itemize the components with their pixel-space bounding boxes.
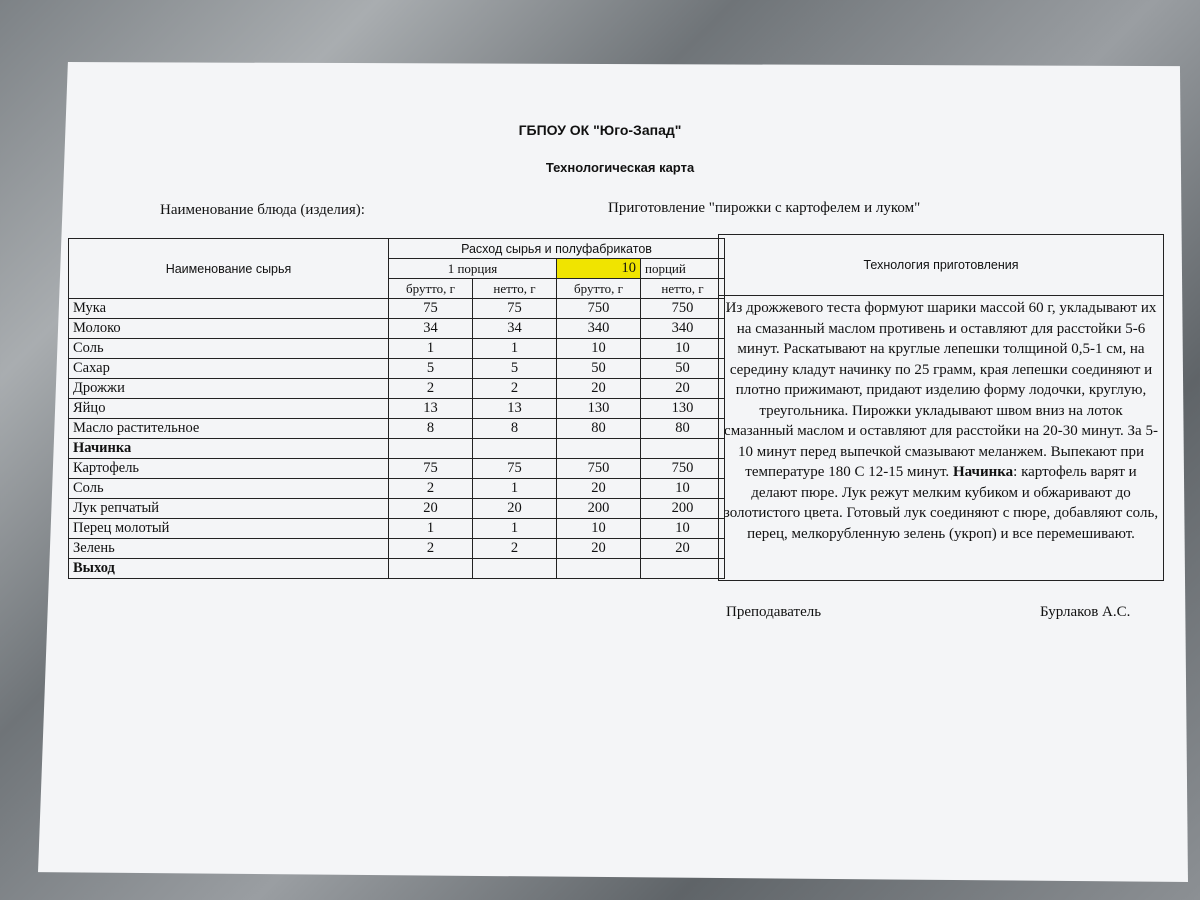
table-row bbox=[69, 499, 725, 519]
netto-10-value: 10 bbox=[641, 479, 725, 499]
brutto-10-value: 130 bbox=[557, 399, 641, 419]
ingredient-name: Лук репчатый bbox=[69, 499, 389, 519]
ingredients-body bbox=[69, 299, 725, 579]
netto-1-value: 1 bbox=[473, 519, 557, 539]
teacher-label: Преподаватель bbox=[726, 604, 822, 620]
netto-1-value bbox=[473, 439, 557, 459]
netto-10-value: 750 bbox=[641, 299, 725, 319]
brutto-1-value: 2 bbox=[389, 379, 473, 399]
netto-10-value: 340 bbox=[641, 319, 725, 339]
brutto-10-value: 50 bbox=[557, 359, 641, 379]
brutto-1-value: 75 bbox=[389, 299, 473, 319]
netto-1-value: 5 bbox=[473, 359, 557, 379]
brutto-1-value: 34 bbox=[389, 319, 473, 339]
organization-name: ГБПОУ ОК "Юго-Запад" bbox=[518, 122, 682, 138]
netto-1-value: 20 bbox=[473, 499, 557, 519]
dish-name: Приготовление "пирожки с картофелем и луком" bbox=[608, 200, 921, 216]
filling-label: Начинка bbox=[952, 464, 1014, 480]
teacher-name: Бурлаков А.С. bbox=[1040, 604, 1131, 620]
col-consumption-header: Расход сырья и полуфабрикатов bbox=[389, 239, 725, 259]
table-row bbox=[69, 439, 725, 459]
netto-10-header: нетто, г bbox=[641, 279, 725, 299]
brutto-10-value: 340 bbox=[557, 319, 641, 339]
brutto-1-value: 8 bbox=[389, 419, 473, 439]
netto-1-value: 34 bbox=[473, 319, 557, 339]
netto-10-value bbox=[641, 559, 725, 579]
ingredient-name: Картофель bbox=[69, 459, 389, 479]
brutto-10-value: 200 bbox=[557, 499, 641, 519]
netto-10-value: 750 bbox=[641, 459, 725, 479]
brutto-10-value: 10 bbox=[557, 519, 641, 539]
document-title: Технологическая карта bbox=[545, 160, 695, 175]
brutto-1-value: 5 bbox=[389, 359, 473, 379]
netto-10-value: 20 bbox=[641, 379, 725, 399]
table-row bbox=[69, 379, 725, 399]
brutto-1-header: брутто, г bbox=[389, 279, 473, 299]
netto-1-value: 13 bbox=[473, 399, 557, 419]
ingredient-name: Зелень bbox=[69, 539, 389, 559]
ingredient-name: Мука bbox=[69, 299, 389, 319]
ingredient-name: Дрожжи bbox=[69, 379, 389, 399]
ingredient-name: Начинка bbox=[69, 439, 389, 459]
ingredients-table bbox=[68, 238, 725, 579]
brutto-10-value: 20 bbox=[557, 379, 641, 399]
netto-10-value: 50 bbox=[641, 359, 725, 379]
brutto-1-value bbox=[389, 559, 473, 579]
brutto-10-value: 80 bbox=[557, 419, 641, 439]
technology-main-text: Из дрожжевого теста формуют шарики массой 60 г, укладывают их на смазанный маслом противень и оставляют для расстойки 5-6 минут. Раскатывают на круглые лепешки толщиной 0,5-1 см, на середину кладут начинку по 25 грамм, края лепешки соединяют и плотно прижимают, придают изделию форму лодочки, круглую, треугольника. Пирожки укладывают швом вниз на лоток смазанный маслом и оставляют для расстойки на 20-30 минут. За 5-10 минут перед выпечкой смазывают меланжем. Выпекают при температуре 180 С 12-15 минут. bbox=[724, 300, 1158, 480]
netto-1-value: 8 bbox=[473, 419, 557, 439]
brutto-1-value bbox=[389, 439, 473, 459]
netto-1-value bbox=[473, 559, 557, 579]
brutto-10-value: 10 bbox=[557, 339, 641, 359]
portion-n-header: порций bbox=[641, 259, 725, 279]
netto-10-value: 80 bbox=[641, 419, 725, 439]
technology-header: Технология приготовления bbox=[719, 235, 1163, 296]
technology-text bbox=[719, 296, 1163, 546]
ingredient-name: Яйцо bbox=[69, 399, 389, 419]
ingredient-name: Масло растительное bbox=[69, 419, 389, 439]
netto-10-value: 20 bbox=[641, 539, 725, 559]
netto-1-header: нетто, г bbox=[473, 279, 557, 299]
netto-1-value: 75 bbox=[473, 459, 557, 479]
table-row bbox=[69, 459, 725, 479]
brutto-10-value: 20 bbox=[557, 539, 641, 559]
netto-1-value: 1 bbox=[473, 479, 557, 499]
ingredient-name: Соль bbox=[69, 479, 389, 499]
technology-block bbox=[718, 234, 1164, 581]
ingredient-name: Перец молотый bbox=[69, 519, 389, 539]
netto-1-value: 2 bbox=[473, 379, 557, 399]
netto-10-value: 200 bbox=[641, 499, 725, 519]
brutto-10-value bbox=[557, 439, 641, 459]
ingredient-name: Молоко bbox=[69, 319, 389, 339]
netto-10-value: 10 bbox=[641, 339, 725, 359]
netto-10-value: 130 bbox=[641, 399, 725, 419]
netto-1-value: 75 bbox=[473, 299, 557, 319]
brutto-10-value: 20 bbox=[557, 479, 641, 499]
table-row bbox=[69, 339, 725, 359]
filling-text: : картофель варят и делают пюре. Лук режут мелким кубиком и обжаривают до золотистого цвета. Готовый лук соединяют с пюре, добавляют соль, перец, мелкорубленную зелень (укроп) и все перемешивают. bbox=[723, 464, 1159, 542]
brutto-10-value bbox=[557, 559, 641, 579]
dish-label: Наименование блюда (изделия): bbox=[160, 202, 365, 218]
netto-10-value: 10 bbox=[641, 519, 725, 539]
table-row bbox=[69, 319, 725, 339]
table-row bbox=[69, 399, 725, 419]
brutto-1-value: 20 bbox=[389, 499, 473, 519]
netto-10-value bbox=[641, 439, 725, 459]
brutto-10-value: 750 bbox=[557, 299, 641, 319]
brutto-1-value: 13 bbox=[389, 399, 473, 419]
netto-1-value: 2 bbox=[473, 539, 557, 559]
table-row bbox=[69, 479, 725, 499]
table-row bbox=[69, 559, 725, 579]
brutto-1-value: 75 bbox=[389, 459, 473, 479]
brutto-1-value: 1 bbox=[389, 519, 473, 539]
col-raw-header: Наименование сырья bbox=[69, 239, 389, 299]
portion-1-header: 1 порция bbox=[389, 259, 557, 279]
ingredient-name: Соль bbox=[69, 339, 389, 359]
brutto-10-header: брутто, г bbox=[557, 279, 641, 299]
brutto-1-value: 2 bbox=[389, 479, 473, 499]
table-row bbox=[69, 519, 725, 539]
ingredient-name: Сахар bbox=[69, 359, 389, 379]
brutto-1-value: 1 bbox=[389, 339, 473, 359]
ingredient-name: Выход bbox=[69, 559, 389, 579]
table-row bbox=[69, 539, 725, 559]
table-row bbox=[69, 299, 725, 319]
netto-1-value: 1 bbox=[473, 339, 557, 359]
brutto-10-value: 750 bbox=[557, 459, 641, 479]
table-row bbox=[69, 359, 725, 379]
table-row bbox=[69, 419, 725, 439]
portion-count-cell: 10 bbox=[557, 259, 641, 279]
brutto-1-value: 2 bbox=[389, 539, 473, 559]
